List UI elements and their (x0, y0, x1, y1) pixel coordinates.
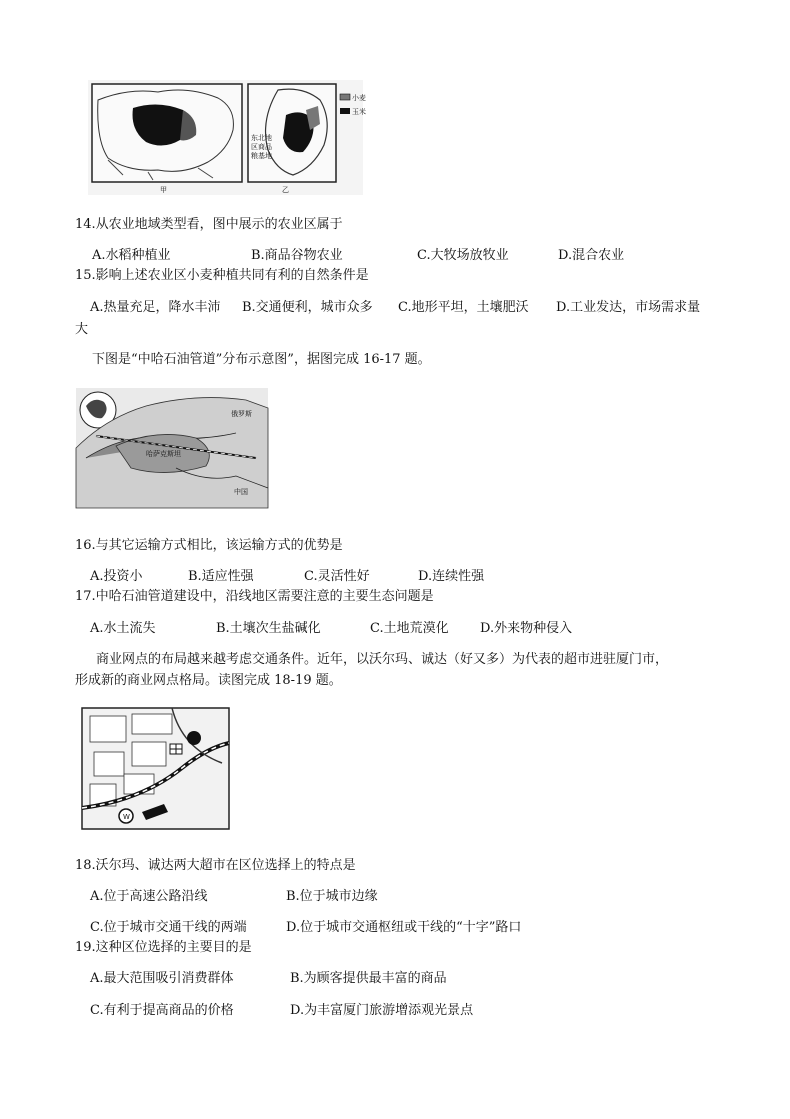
q18-option-d[interactable]: D.位于城市交通枢纽或干线的“十字”路口 (286, 920, 522, 935)
q16-stem: 16.与其它运输方式相比，该运输方式的优势是 (75, 538, 343, 553)
region-note-2: 区商品 (251, 143, 272, 151)
q14-option-d[interactable]: D.混合农业 (558, 248, 625, 263)
q16-option-b[interactable]: B.适应性强 (188, 569, 254, 584)
q15-option-b[interactable]: B.交通便利，城市众多 (242, 300, 373, 315)
q18-stem: 18.沃尔玛、诚达两大超市在区位选择上的特点是 (75, 858, 356, 873)
q17-option-c[interactable]: C.土地荒漠化 (370, 621, 449, 636)
q18-option-c[interactable]: C.位于城市交通干线的两端 (90, 920, 247, 935)
q19-option-d[interactable]: D.为丰富厦门旅游增添观光景点 (290, 1003, 474, 1018)
map-panel-b (248, 84, 336, 194)
panel-a-label: 甲 (160, 186, 167, 194)
q14-option-c[interactable]: C.大牧场放牧业 (417, 248, 509, 263)
q14-stem: 14.从农业地域类型看，图中展示的农业区属于 (75, 217, 343, 232)
agriculture-map-figure (88, 80, 366, 195)
region-note-1: 东北地 (251, 134, 272, 142)
map-label-kazakhstan: 哈萨克斯坦 (146, 450, 181, 458)
intro-16-17: 下图是“中哈石油管道”分布示意图”，据图完成 16-17 题。 (92, 352, 431, 367)
q14-option-a[interactable]: A.水稻种植业 (92, 248, 171, 263)
q17-option-d[interactable]: D.外来物种侵入 (480, 621, 573, 636)
q17-option-b[interactable]: B.土壤次生盐碱化 (216, 621, 321, 636)
q19-stem: 19.这种区位选择的主要目的是 (75, 940, 252, 955)
region-note-3: 粮基地 (251, 152, 272, 160)
q17-option-a[interactable]: A.水土流失 (90, 621, 156, 636)
legend-wheat: 小麦 (352, 94, 366, 102)
city-map-figure (82, 708, 229, 829)
q15-option-d-wrap: 大 (75, 322, 89, 337)
q18-option-b[interactable]: B.位于城市边缘 (286, 889, 378, 904)
q14-option-b[interactable]: B.商品谷物农业 (251, 248, 343, 263)
q15-option-a[interactable]: A.热量充足，降水丰沛 (90, 300, 221, 315)
q15-stem: 15.影响上述农业区小麦种植共同有利的自然条件是 (75, 268, 369, 283)
q18-option-a[interactable]: A.位于高速公路沿线 (90, 889, 208, 904)
q19-option-a[interactable]: A.最大范围吸引消费群体 (90, 971, 234, 986)
legend-corn: 玉米 (352, 108, 366, 116)
intro-18-19-line1: 商业网点的布局越来越考虑交通条件。近年，以沃尔玛、诚达（好又多）为代表的超市进驻厦门市， (96, 652, 669, 667)
intro-18-19-line2: 形成新的商业网点格局。读图完成 18-19 题。 (75, 673, 342, 688)
q19-option-c[interactable]: C.有利于提高商品的价格 (90, 1003, 234, 1018)
q15-option-c[interactable]: C.地形平坦，土壤肥沃 (398, 300, 529, 315)
panel-b-label: 乙 (282, 186, 289, 194)
q19-option-b[interactable]: B.为顾客提供最丰富的商品 (290, 971, 447, 986)
walmart-mark: W (123, 813, 130, 821)
map-label-russia: 俄罗斯 (231, 410, 252, 418)
q16-option-a[interactable]: A.投资小 (90, 569, 143, 584)
map-panel-a (92, 84, 242, 194)
q16-option-d[interactable]: D.连续性强 (418, 569, 485, 584)
q16-option-c[interactable]: C.灵活性好 (304, 569, 370, 584)
map-label-china: 中国 (234, 488, 248, 496)
pipeline-map-figure (76, 388, 268, 508)
q15-option-d[interactable]: D.工业发达，市场需求量 (556, 300, 701, 315)
q17-stem: 17.中哈石油管道建设中，沿线地区需要注意的主要生态问题是 (75, 589, 434, 604)
